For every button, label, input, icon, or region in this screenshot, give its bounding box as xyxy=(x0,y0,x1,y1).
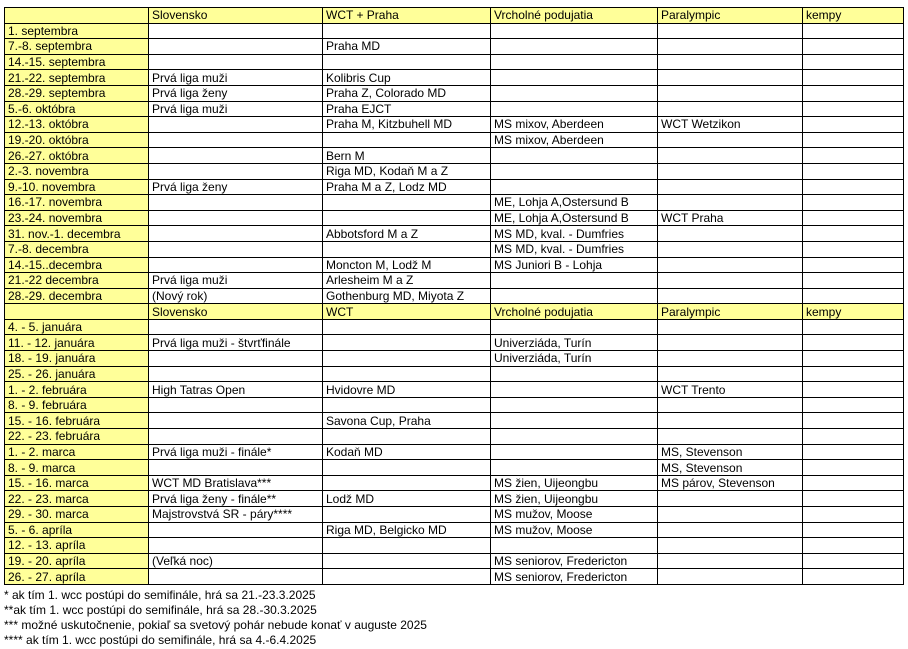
cell-kempy xyxy=(803,397,904,413)
cell-paralympic xyxy=(658,507,803,523)
cell-paralympic xyxy=(658,397,803,413)
cell-slovensko xyxy=(149,366,323,382)
cell-kempy xyxy=(803,444,904,460)
cell-date: 26.-27. októbra xyxy=(5,148,149,164)
header-row xyxy=(5,304,904,320)
cell-slovensko xyxy=(149,257,323,273)
cell-paralympic xyxy=(658,132,803,148)
cell-slovensko xyxy=(149,148,323,164)
cell-vrcholne xyxy=(491,319,658,335)
table-row xyxy=(5,70,904,86)
table-row xyxy=(5,475,904,491)
cell-kempy xyxy=(803,210,904,226)
cell-slovensko: Prvá liga muži xyxy=(149,273,323,289)
cell-date: 12. - 13. apríla xyxy=(5,538,149,554)
cell-kempy xyxy=(803,460,904,476)
cell-vrcholne: MS mužov, Moose xyxy=(491,507,658,523)
cell-kempy xyxy=(803,226,904,242)
cell-date: 22. - 23. februára xyxy=(5,429,149,445)
cell-slovensko xyxy=(149,210,323,226)
cell-kempy xyxy=(803,288,904,304)
footnote: **ak tím 1. wcc postúpi do semifinále, hrá sa 28.-30.3.2025 xyxy=(4,603,317,617)
cell-kempy xyxy=(803,39,904,55)
cell-slovensko xyxy=(149,163,323,179)
cell-wct xyxy=(323,351,491,367)
cell-vrcholne: MS MD, kval. - Dumfries xyxy=(491,241,658,257)
cell-wct xyxy=(323,335,491,351)
cell-vrcholne xyxy=(491,54,658,70)
cell-vrcholne xyxy=(491,23,658,39)
cell-kempy xyxy=(803,117,904,133)
cell-date: 18. - 19. januára xyxy=(5,351,149,367)
footnotes xyxy=(4,588,427,648)
cell-wct: Praha EJCT xyxy=(323,101,491,117)
table-row xyxy=(5,54,904,70)
table-row xyxy=(5,460,904,476)
table-row xyxy=(5,491,904,507)
cell-vrcholne: Univerziáda, Turín xyxy=(491,335,658,351)
table-row xyxy=(5,273,904,289)
cell-vrcholne xyxy=(491,163,658,179)
cell-paralympic xyxy=(658,319,803,335)
table-row xyxy=(5,226,904,242)
cell-kempy xyxy=(803,257,904,273)
cell-date: 15. - 16. februára xyxy=(5,413,149,429)
table-row xyxy=(5,39,904,55)
cell-kempy xyxy=(803,475,904,491)
cell-vrcholne xyxy=(491,413,658,429)
cell-vrcholne: ME, Lohja A,Ostersund B xyxy=(491,210,658,226)
cell-date: 7.-8. septembra xyxy=(5,39,149,55)
header-paralympic: Paralympic xyxy=(658,304,803,320)
header-paralympic: Paralympic xyxy=(658,8,803,24)
cell-vrcholne xyxy=(491,460,658,476)
cell-slovensko xyxy=(149,538,323,554)
table-row xyxy=(5,569,904,585)
cell-wct: Praha MD xyxy=(323,39,491,55)
cell-slovensko: Prvá liga ženy xyxy=(149,85,323,101)
cell-paralympic xyxy=(658,273,803,289)
cell-vrcholne xyxy=(491,366,658,382)
cell-vrcholne xyxy=(491,429,658,445)
cell-wct xyxy=(323,429,491,445)
cell-vrcholne: MS seniorov, Fredericton xyxy=(491,569,658,585)
table-row xyxy=(5,101,904,117)
table-row xyxy=(5,382,904,398)
cell-paralympic: MS, Stevenson xyxy=(658,444,803,460)
cell-vrcholne xyxy=(491,382,658,398)
cell-wct: Abbotsford M a Z xyxy=(323,226,491,242)
cell-kempy xyxy=(803,101,904,117)
cell-kempy xyxy=(803,273,904,289)
cell-paralympic: WCT Praha xyxy=(658,210,803,226)
cell-date: 16.-17. novembra xyxy=(5,195,149,211)
cell-slovensko: (Nový rok) xyxy=(149,288,323,304)
table-row xyxy=(5,210,904,226)
cell-paralympic xyxy=(658,429,803,445)
footnote: **** ak tím 1. wcc postúpi do semifinále, hrá sa 4.-6.4.2025 xyxy=(4,633,317,647)
cell-paralympic xyxy=(658,553,803,569)
cell-slovensko xyxy=(149,132,323,148)
cell-wct xyxy=(323,460,491,476)
cell-vrcholne xyxy=(491,85,658,101)
cell-slovensko xyxy=(149,241,323,257)
cell-paralympic xyxy=(658,413,803,429)
cell-vrcholne: ME, Lohja A,Ostersund B xyxy=(491,195,658,211)
cell-vrcholne: Univerziáda, Turín xyxy=(491,351,658,367)
cell-slovensko xyxy=(149,351,323,367)
header-kempy: kempy xyxy=(803,8,904,24)
table-row xyxy=(5,257,904,273)
table-row xyxy=(5,351,904,367)
table-row xyxy=(5,444,904,460)
cell-paralympic xyxy=(658,148,803,164)
cell-date: 8. - 9. marca xyxy=(5,460,149,476)
schedule-body xyxy=(5,8,904,585)
cell-kempy xyxy=(803,23,904,39)
table-row xyxy=(5,538,904,554)
cell-vrcholne xyxy=(491,179,658,195)
cell-slovensko xyxy=(149,195,323,211)
cell-date: 14.-15. septembra xyxy=(5,54,149,70)
cell-date: 12.-13. októbra xyxy=(5,117,149,133)
table-row xyxy=(5,117,904,133)
cell-vrcholne: MS Juniori B - Lohja xyxy=(491,257,658,273)
table-row xyxy=(5,148,904,164)
cell-kempy xyxy=(803,163,904,179)
table-row xyxy=(5,413,904,429)
cell-wct: Praha Z, Colorado MD xyxy=(323,85,491,101)
cell-paralympic xyxy=(658,538,803,554)
cell-date: 4. - 5. januára xyxy=(5,319,149,335)
header-date xyxy=(5,304,149,320)
cell-date: 25. - 26. januára xyxy=(5,366,149,382)
cell-date: 1. septembra xyxy=(5,23,149,39)
cell-paralympic xyxy=(658,39,803,55)
table-row xyxy=(5,163,904,179)
header-slovensko: Slovensko xyxy=(149,304,323,320)
cell-vrcholne xyxy=(491,101,658,117)
cell-paralympic: MS, Stevenson xyxy=(658,460,803,476)
cell-kempy xyxy=(803,70,904,86)
table-row xyxy=(5,179,904,195)
cell-date: 11. - 12. januára xyxy=(5,335,149,351)
header-wct: WCT xyxy=(323,304,491,320)
cell-date: 15. - 16. marca xyxy=(5,475,149,491)
cell-date: 19. - 20. apríla xyxy=(5,553,149,569)
cell-date: 23.-24. novembra xyxy=(5,210,149,226)
cell-wct xyxy=(323,397,491,413)
cell-vrcholne xyxy=(491,444,658,460)
cell-vrcholne xyxy=(491,397,658,413)
cell-paralympic xyxy=(658,163,803,179)
cell-vrcholne: MS mixov, Aberdeen xyxy=(491,117,658,133)
cell-kempy xyxy=(803,569,904,585)
cell-slovensko: Prvá liga ženy - finále** xyxy=(149,491,323,507)
cell-vrcholne xyxy=(491,288,658,304)
cell-date: 1. - 2. februára xyxy=(5,382,149,398)
cell-wct xyxy=(323,23,491,39)
cell-kempy xyxy=(803,507,904,523)
cell-kempy xyxy=(803,148,904,164)
cell-vrcholne xyxy=(491,538,658,554)
table-row xyxy=(5,335,904,351)
cell-wct: Moncton M, Lodž M xyxy=(323,257,491,273)
cell-vrcholne: MS žien, Uijeongbu xyxy=(491,491,658,507)
cell-wct xyxy=(323,553,491,569)
cell-date: 22. - 23. marca xyxy=(5,491,149,507)
cell-slovensko xyxy=(149,429,323,445)
table-row xyxy=(5,397,904,413)
cell-kempy xyxy=(803,195,904,211)
cell-slovensko: Majstrovstvá SR - páry**** xyxy=(149,507,323,523)
cell-paralympic: MS párov, Stevenson xyxy=(658,475,803,491)
cell-wct: Savona Cup, Praha xyxy=(323,413,491,429)
cell-slovensko: Prvá liga muži xyxy=(149,101,323,117)
cell-date: 19.-20. októbra xyxy=(5,132,149,148)
cell-wct xyxy=(323,507,491,523)
table-row xyxy=(5,195,904,211)
schedule-table xyxy=(4,7,904,585)
cell-date: 26. - 27. apríla xyxy=(5,569,149,585)
cell-paralympic: WCT Wetzikon xyxy=(658,117,803,133)
cell-kempy xyxy=(803,491,904,507)
cell-vrcholne: MS žien, Uijeongbu xyxy=(491,475,658,491)
cell-slovensko xyxy=(149,460,323,476)
cell-date: 1. - 2. marca xyxy=(5,444,149,460)
table-row xyxy=(5,553,904,569)
cell-date: 31. nov.-1. decembra xyxy=(5,226,149,242)
cell-slovensko xyxy=(149,522,323,538)
cell-date: 29. - 30. marca xyxy=(5,507,149,523)
cell-kempy xyxy=(803,54,904,70)
cell-paralympic xyxy=(658,54,803,70)
footnote: *** možné uskutočnenie, pokiaľ sa svetový pohár nebude konať v auguste 2025 xyxy=(4,618,427,632)
cell-kempy xyxy=(803,382,904,398)
cell-vrcholne: MS seniorov, Fredericton xyxy=(491,553,658,569)
cell-wct xyxy=(323,54,491,70)
table-row xyxy=(5,429,904,445)
cell-wct xyxy=(323,569,491,585)
cell-date: 5. - 6. apríla xyxy=(5,522,149,538)
cell-paralympic xyxy=(658,366,803,382)
header-date xyxy=(5,8,149,24)
cell-slovensko: WCT MD Bratislava*** xyxy=(149,475,323,491)
cell-date: 21.-22. septembra xyxy=(5,70,149,86)
cell-slovensko: Prvá liga muži - finále* xyxy=(149,444,323,460)
cell-slovensko xyxy=(149,54,323,70)
cell-wct xyxy=(323,538,491,554)
cell-wct xyxy=(323,319,491,335)
cell-kempy xyxy=(803,351,904,367)
cell-wct: Bern M xyxy=(323,148,491,164)
cell-vrcholne: MS MD, kval. - Dumfries xyxy=(491,226,658,242)
cell-date: 28.-29. decembra xyxy=(5,288,149,304)
cell-kempy xyxy=(803,538,904,554)
cell-kempy xyxy=(803,366,904,382)
cell-paralympic xyxy=(658,569,803,585)
cell-slovensko xyxy=(149,413,323,429)
cell-wct: Arlesheim M a Z xyxy=(323,273,491,289)
cell-slovensko: High Tatras Open xyxy=(149,382,323,398)
cell-kempy xyxy=(803,132,904,148)
cell-wct: Hvidovre MD xyxy=(323,382,491,398)
cell-slovensko xyxy=(149,23,323,39)
header-kempy: kempy xyxy=(803,304,904,320)
cell-wct: Praha M a Z, Lodz MD xyxy=(323,179,491,195)
cell-slovensko: Prvá liga muži xyxy=(149,70,323,86)
cell-slovensko: Prvá liga ženy xyxy=(149,179,323,195)
cell-date: 5.-6. októbra xyxy=(5,101,149,117)
cell-vrcholne: MS mixov, Aberdeen xyxy=(491,132,658,148)
cell-wct: Riga MD, Kodaň M a Z xyxy=(323,163,491,179)
footnote: * ak tím 1. wcc postúpi do semifinále, hrá sa 21.-23.3.2025 xyxy=(4,588,316,602)
cell-kempy xyxy=(803,429,904,445)
cell-kempy xyxy=(803,85,904,101)
cell-slovensko xyxy=(149,226,323,242)
cell-paralympic xyxy=(658,101,803,117)
cell-paralympic xyxy=(658,226,803,242)
cell-wct: Gothenburg MD, Miyota Z xyxy=(323,288,491,304)
cell-paralympic xyxy=(658,241,803,257)
cell-kempy xyxy=(803,335,904,351)
cell-slovensko xyxy=(149,397,323,413)
cell-paralympic xyxy=(658,288,803,304)
header-vrcholne: Vrcholné podujatia xyxy=(491,304,658,320)
cell-wct: Riga MD, Belgicko MD xyxy=(323,522,491,538)
cell-paralympic xyxy=(658,491,803,507)
cell-paralympic: WCT Trento xyxy=(658,382,803,398)
cell-paralympic xyxy=(658,351,803,367)
header-wct: WCT + Praha xyxy=(323,8,491,24)
cell-kempy xyxy=(803,553,904,569)
cell-wct xyxy=(323,241,491,257)
cell-date: 21.-22 decembra xyxy=(5,273,149,289)
table-row xyxy=(5,522,904,538)
cell-date: 7.-8. decembra xyxy=(5,241,149,257)
cell-kempy xyxy=(803,179,904,195)
cell-wct xyxy=(323,195,491,211)
cell-paralympic xyxy=(658,335,803,351)
cell-paralympic xyxy=(658,257,803,273)
cell-slovensko: Prvá liga muži - štvrťfinále xyxy=(149,335,323,351)
cell-wct: Praha M, Kitzbuhell MD xyxy=(323,117,491,133)
cell-slovensko xyxy=(149,117,323,133)
cell-paralympic xyxy=(658,522,803,538)
table-row xyxy=(5,85,904,101)
table-row xyxy=(5,241,904,257)
table-row xyxy=(5,319,904,335)
cell-vrcholne xyxy=(491,148,658,164)
table-row xyxy=(5,132,904,148)
cell-kempy xyxy=(803,522,904,538)
cell-date: 28.-29. septembra xyxy=(5,85,149,101)
cell-vrcholne: MS mužov, Moose xyxy=(491,522,658,538)
cell-date: 2.-3. novembra xyxy=(5,163,149,179)
cell-wct: Lodž MD xyxy=(323,491,491,507)
cell-slovensko xyxy=(149,39,323,55)
table-row xyxy=(5,288,904,304)
table-row xyxy=(5,366,904,382)
cell-date: 9.-10. novembra xyxy=(5,179,149,195)
cell-vrcholne xyxy=(491,70,658,86)
cell-wct xyxy=(323,475,491,491)
header-slovensko: Slovensko xyxy=(149,8,323,24)
cell-wct xyxy=(323,210,491,226)
cell-paralympic xyxy=(658,23,803,39)
cell-paralympic xyxy=(658,195,803,211)
cell-wct: Kolibris Cup xyxy=(323,70,491,86)
cell-wct xyxy=(323,366,491,382)
header-vrcholne: Vrcholné podujatia xyxy=(491,8,658,24)
cell-vrcholne xyxy=(491,39,658,55)
cell-kempy xyxy=(803,413,904,429)
cell-paralympic xyxy=(658,70,803,86)
cell-date: 8. - 9. februára xyxy=(5,397,149,413)
table-row xyxy=(5,507,904,523)
cell-slovensko xyxy=(149,319,323,335)
cell-paralympic xyxy=(658,85,803,101)
table-row xyxy=(5,23,904,39)
cell-vrcholne xyxy=(491,273,658,289)
cell-wct: Kodaň MD xyxy=(323,444,491,460)
cell-date: 14.-15..decembra xyxy=(5,257,149,273)
cell-paralympic xyxy=(658,179,803,195)
cell-wct xyxy=(323,132,491,148)
cell-kempy xyxy=(803,319,904,335)
cell-slovensko xyxy=(149,569,323,585)
cell-kempy xyxy=(803,241,904,257)
header-row xyxy=(5,8,904,24)
cell-slovensko: (Veľká noc) xyxy=(149,553,323,569)
